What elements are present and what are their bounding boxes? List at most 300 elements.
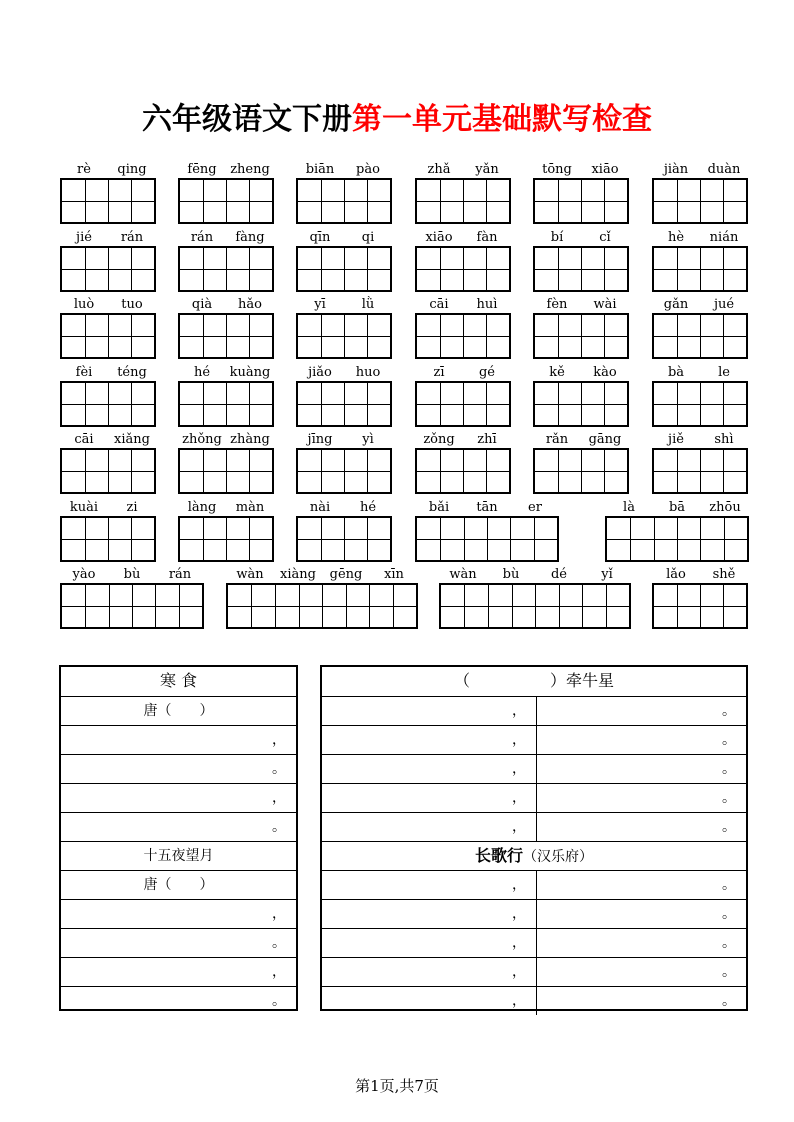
writing-cell[interactable] xyxy=(700,180,746,222)
pinyin-label xyxy=(296,432,392,448)
writing-cell[interactable] xyxy=(581,383,627,425)
pinyin-word-group xyxy=(652,365,748,427)
tianzige-boxes xyxy=(296,246,392,292)
punctuation: ， xyxy=(512,877,526,893)
pinyin-syllable: huì xyxy=(476,297,498,312)
punctuation: 。 xyxy=(722,703,736,719)
pinyin-syllable: wài xyxy=(593,297,617,312)
pinyin-syllable: bù xyxy=(502,567,520,582)
pinyin-label xyxy=(178,365,274,381)
answer-line[interactable] xyxy=(322,754,746,783)
pinyin-syllable: làng xyxy=(187,499,217,515)
answer-line[interactable] xyxy=(61,986,296,1015)
pinyin-syllable: zhī xyxy=(477,432,497,447)
answer-line[interactable] xyxy=(61,899,296,928)
writing-cell[interactable] xyxy=(463,450,509,492)
pinyin-syllable: jiǎo xyxy=(308,364,332,380)
pinyin-label xyxy=(652,432,748,448)
pinyin-label xyxy=(60,567,204,583)
pinyin-syllable: yī xyxy=(314,297,326,312)
pinyin-syllable: là xyxy=(623,499,635,515)
pinyin-syllable: cāi xyxy=(429,297,449,312)
punctuation: 。 xyxy=(722,877,736,893)
poem-title-changgexing xyxy=(322,841,746,870)
writing-cell[interactable] xyxy=(417,315,463,357)
writing-cell[interactable] xyxy=(463,248,509,290)
writing-cell[interactable] xyxy=(344,518,390,560)
answer-line[interactable] xyxy=(61,957,296,986)
pinyin-label xyxy=(178,230,274,246)
writing-cell[interactable] xyxy=(464,518,511,560)
pinyin-label xyxy=(178,432,274,448)
answer-line[interactable] xyxy=(322,725,746,754)
tianzige-boxes xyxy=(178,448,274,494)
pinyin-word-group xyxy=(439,567,631,629)
writing-cell[interactable] xyxy=(700,585,746,627)
writing-cell[interactable] xyxy=(298,248,344,290)
pinyin-word-group xyxy=(652,162,748,224)
writing-cell[interactable] xyxy=(607,518,654,560)
answer-line[interactable] xyxy=(322,696,746,725)
pinyin-syllable: wàn xyxy=(449,567,477,582)
tianzige-boxes xyxy=(60,516,156,562)
title-main: 六年级语文下册 xyxy=(142,102,352,137)
pinyin-label xyxy=(296,162,392,178)
writing-cell[interactable] xyxy=(228,585,275,627)
answer-line[interactable] xyxy=(322,870,746,899)
pinyin-syllable: biān xyxy=(305,162,335,177)
punctuation: ， xyxy=(512,703,526,719)
tianzige-boxes xyxy=(652,583,748,629)
pinyin-word-group xyxy=(60,162,156,224)
poem-table-right xyxy=(320,665,748,1011)
pinyin-label xyxy=(178,297,274,313)
pinyin-syllable: rè xyxy=(77,162,91,177)
writing-cell[interactable] xyxy=(463,315,509,357)
pinyin-syllable: pào xyxy=(356,162,380,177)
pinyin-syllable: fèi xyxy=(75,364,93,380)
pinyin-syllable: hé xyxy=(193,364,211,380)
pinyin-word-group xyxy=(178,230,274,292)
writing-cell[interactable] xyxy=(700,518,747,560)
tianzige-boxes xyxy=(652,313,748,359)
pinyin-label xyxy=(415,432,511,448)
writing-cell[interactable] xyxy=(535,585,582,627)
answer-line[interactable] xyxy=(322,986,746,1015)
poem-title-hanshi: 寒 食 xyxy=(159,671,198,690)
pinyin-syllable: zhàng xyxy=(230,432,270,447)
poem-author-hanshi: 唐（ ） xyxy=(61,696,296,725)
pinyin-syllable: duàn xyxy=(707,162,741,177)
tianzige-boxes xyxy=(226,583,418,629)
pinyin-label xyxy=(226,567,418,583)
writing-cell[interactable] xyxy=(581,248,627,290)
writing-cell[interactable] xyxy=(654,383,700,425)
pinyin-word-group xyxy=(415,432,511,494)
pinyin-syllable: kuàng xyxy=(229,364,271,380)
pinyin-syllable: er xyxy=(528,499,542,515)
pinyin-label xyxy=(533,432,629,448)
writing-cell[interactable] xyxy=(62,450,108,492)
tianzige-boxes xyxy=(178,246,274,292)
pinyin-syllable: jīng xyxy=(307,432,333,447)
page-number: 第1页,共7页 xyxy=(355,1077,439,1095)
punctuation: ， xyxy=(512,819,526,835)
writing-cell[interactable] xyxy=(654,585,700,627)
tianzige-boxes xyxy=(415,178,511,224)
writing-cell[interactable] xyxy=(344,315,390,357)
pinyin-syllable: rán xyxy=(190,229,214,245)
pinyin-syllable: qi xyxy=(361,229,375,245)
pinyin-word-group xyxy=(533,230,629,292)
pinyin-label xyxy=(533,162,629,178)
punctuation: 。 xyxy=(722,964,736,980)
pinyin-syllable: jué xyxy=(713,297,735,312)
pinyin-syllable: hǎo xyxy=(238,297,262,312)
pinyin-syllable: zī xyxy=(433,364,445,380)
pinyin-word-group xyxy=(533,162,629,224)
pinyin-word-group xyxy=(226,567,418,629)
pinyin-label xyxy=(533,230,629,246)
poem-subtitle: （汉乐府） xyxy=(523,849,593,865)
pinyin-syllable: bà xyxy=(667,364,685,380)
pinyin-syllable: zi xyxy=(126,499,138,515)
pinyin-label xyxy=(60,432,156,448)
answer-line[interactable] xyxy=(61,783,296,812)
pinyin-syllable: gǎn xyxy=(663,297,689,312)
pinyin-syllable: nài xyxy=(309,499,331,515)
answer-line[interactable] xyxy=(61,812,296,841)
pinyin-label xyxy=(415,230,511,246)
pinyin-syllable: hè xyxy=(667,229,685,245)
writing-cell[interactable] xyxy=(700,383,746,425)
writing-cell[interactable] xyxy=(581,315,627,357)
writing-cell[interactable] xyxy=(654,518,701,560)
pinyin-word-group xyxy=(178,162,274,224)
writing-cell[interactable] xyxy=(298,518,344,560)
tianzige-boxes xyxy=(415,448,511,494)
tianzige-boxes xyxy=(60,178,156,224)
tianzige-boxes xyxy=(178,313,274,359)
punctuation: ， xyxy=(272,906,286,922)
writing-cell[interactable] xyxy=(535,180,581,222)
writing-cell[interactable] xyxy=(180,180,226,222)
pinyin-syllable: yì xyxy=(362,432,374,447)
poem-title-qianniuxing: （ ）牵牛星 xyxy=(453,671,614,690)
answer-line[interactable] xyxy=(322,957,746,986)
writing-cell[interactable] xyxy=(344,450,390,492)
tianzige-boxes xyxy=(533,313,629,359)
writing-cell[interactable] xyxy=(226,180,272,222)
pinyin-syllable: dé xyxy=(550,567,567,582)
writing-cell[interactable] xyxy=(62,315,108,357)
pinyin-label xyxy=(652,162,748,178)
tianzige-boxes xyxy=(60,448,156,494)
punctuation: 。 xyxy=(722,993,736,1009)
pinyin-syllable: wàn xyxy=(236,567,264,582)
pinyin-syllable: xīn xyxy=(384,567,404,582)
pinyin-syllable: fàng xyxy=(235,229,265,245)
writing-cell[interactable] xyxy=(108,450,154,492)
pinyin-syllable: shě xyxy=(712,567,736,582)
pinyin-syllable: bù xyxy=(123,567,141,582)
answer-line[interactable] xyxy=(322,812,746,841)
writing-cell[interactable] xyxy=(488,585,535,627)
pinyin-syllable: rǎn xyxy=(545,432,569,447)
writing-cell[interactable] xyxy=(180,450,226,492)
tianzige-boxes xyxy=(60,313,156,359)
title-highlight: 第一单元基础默写检查 xyxy=(352,102,652,137)
pinyin-syllable: jié xyxy=(76,229,92,245)
pinyin-syllable: tān xyxy=(476,499,498,515)
writing-cell[interactable] xyxy=(322,585,369,627)
tianzige-boxes xyxy=(415,516,559,562)
pinyin-syllable: bǎi xyxy=(428,499,450,515)
writing-cell[interactable] xyxy=(108,383,154,425)
pinyin-word-group xyxy=(296,230,392,292)
writing-cell[interactable] xyxy=(298,180,344,222)
pinyin-syllable: gēng xyxy=(329,567,363,582)
tianzige-boxes xyxy=(439,583,631,629)
writing-cell[interactable] xyxy=(275,585,322,627)
punctuation: ， xyxy=(512,935,526,951)
pinyin-label xyxy=(296,365,392,381)
pinyin-syllable: nián xyxy=(709,229,739,245)
punctuation: 。 xyxy=(722,935,736,951)
writing-cell[interactable] xyxy=(535,248,581,290)
writing-cell[interactable] xyxy=(226,450,272,492)
tianzige-boxes xyxy=(652,178,748,224)
pinyin-syllable: bí xyxy=(550,229,564,245)
pinyin-label xyxy=(415,162,511,178)
pinyin-syllable: kào xyxy=(593,364,617,380)
tianzige-boxes xyxy=(60,246,156,292)
tianzige-boxes xyxy=(415,381,511,427)
writing-cell[interactable] xyxy=(108,180,154,222)
pinyin-syllable: yǎn xyxy=(475,162,499,177)
punctuation: 。 xyxy=(722,732,736,748)
pinyin-syllable: bā xyxy=(668,499,686,515)
pinyin-label xyxy=(60,297,156,313)
pinyin-syllable: xiàng xyxy=(280,567,316,582)
writing-cell[interactable] xyxy=(417,518,464,560)
writing-cell[interactable] xyxy=(62,248,108,290)
writing-cell[interactable] xyxy=(581,180,627,222)
pinyin-label xyxy=(60,500,156,516)
pinyin-word-group xyxy=(605,500,749,562)
punctuation: ， xyxy=(272,790,286,806)
pinyin-label xyxy=(296,230,392,246)
pinyin-word-group xyxy=(415,230,511,292)
writing-cell[interactable] xyxy=(344,180,390,222)
writing-cell[interactable] xyxy=(417,180,463,222)
writing-cell[interactable] xyxy=(108,315,154,357)
pinyin-syllable: zhǒng xyxy=(182,432,222,447)
writing-cell[interactable] xyxy=(155,585,202,627)
pinyin-word-group xyxy=(415,500,559,562)
pinyin-word-group xyxy=(60,567,204,629)
punctuation: 。 xyxy=(722,819,736,835)
tianzige-boxes xyxy=(296,516,392,562)
tianzige-boxes xyxy=(652,448,748,494)
pinyin-syllable: zheng xyxy=(230,162,270,177)
punctuation: ， xyxy=(512,964,526,980)
tianzige-boxes xyxy=(533,246,629,292)
writing-cell[interactable] xyxy=(700,315,746,357)
pinyin-word-group xyxy=(652,230,748,292)
writing-cell[interactable] xyxy=(344,383,390,425)
writing-cell[interactable] xyxy=(226,315,272,357)
pinyin-syllable: cāi xyxy=(74,432,94,447)
pinyin-syllable: fèn xyxy=(546,297,568,312)
tianzige-boxes xyxy=(60,583,204,629)
tianzige-boxes xyxy=(296,313,392,359)
pinyin-word-group xyxy=(296,297,392,359)
tianzige-boxes xyxy=(415,313,511,359)
pinyin-word-group xyxy=(60,297,156,359)
writing-cell[interactable] xyxy=(62,180,108,222)
writing-cell[interactable] xyxy=(226,248,272,290)
writing-cell[interactable] xyxy=(180,248,226,290)
writing-cell[interactable] xyxy=(109,585,156,627)
pinyin-word-group xyxy=(296,500,392,562)
pinyin-word-group xyxy=(533,365,629,427)
answer-line[interactable] xyxy=(61,725,296,754)
pinyin-word-group xyxy=(178,297,274,359)
writing-cell[interactable] xyxy=(108,248,154,290)
pinyin-syllable: huo xyxy=(355,364,381,380)
pinyin-syllable: qing xyxy=(117,162,147,177)
pinyin-word-group xyxy=(415,162,511,224)
writing-cell[interactable] xyxy=(298,450,344,492)
pinyin-word-group xyxy=(60,500,156,562)
writing-cell[interactable] xyxy=(298,383,344,425)
tianzige-boxes xyxy=(533,381,629,427)
punctuation: ， xyxy=(272,732,286,748)
pinyin-label xyxy=(178,162,274,178)
punctuation: 。 xyxy=(722,906,736,922)
pinyin-syllable: yào xyxy=(72,567,96,582)
pinyin-word-group xyxy=(296,432,392,494)
pinyin-syllable: xiāo xyxy=(591,162,619,177)
pinyin-label xyxy=(60,365,156,381)
writing-cell[interactable] xyxy=(581,450,627,492)
tianzige-boxes xyxy=(178,178,274,224)
writing-cell[interactable] xyxy=(369,585,416,627)
pinyin-label xyxy=(296,297,392,313)
tianzige-boxes xyxy=(533,178,629,224)
pinyin-syllable: luò xyxy=(73,297,95,312)
poem-author-shiwuye: 唐（ ） xyxy=(61,870,296,899)
writing-cell[interactable] xyxy=(654,180,700,222)
writing-cell[interactable] xyxy=(180,383,226,425)
answer-line[interactable] xyxy=(322,899,746,928)
answer-line[interactable] xyxy=(322,928,746,957)
pinyin-word-group xyxy=(652,567,748,629)
pinyin-label xyxy=(60,162,156,178)
writing-cell[interactable] xyxy=(700,450,746,492)
punctuation: 。 xyxy=(272,935,286,951)
writing-cell[interactable] xyxy=(441,585,488,627)
writing-cell[interactable] xyxy=(108,518,154,560)
writing-cell[interactable] xyxy=(62,518,108,560)
pinyin-syllable: tōng xyxy=(542,162,572,177)
writing-cell[interactable] xyxy=(535,450,581,492)
writing-cell[interactable] xyxy=(180,518,226,560)
writing-cell[interactable] xyxy=(510,518,557,560)
pinyin-word-group xyxy=(60,365,156,427)
pinyin-syllable: zhōu xyxy=(709,499,741,515)
punctuation: 。 xyxy=(272,761,286,777)
tianzige-boxes xyxy=(415,246,511,292)
pinyin-syllable: qīn xyxy=(309,229,331,245)
pinyin-syllable: cǐ xyxy=(599,229,611,245)
writing-cell[interactable] xyxy=(654,450,700,492)
writing-cell[interactable] xyxy=(62,585,109,627)
tianzige-boxes xyxy=(178,516,274,562)
writing-cell[interactable] xyxy=(463,383,509,425)
pinyin-syllable: lǜ xyxy=(361,297,375,312)
pinyin-label xyxy=(652,567,748,583)
writing-cell[interactable] xyxy=(417,248,463,290)
writing-cell[interactable] xyxy=(582,585,629,627)
pinyin-syllable: téng xyxy=(117,364,147,380)
writing-cell[interactable] xyxy=(298,315,344,357)
pinyin-syllable: hé xyxy=(359,499,377,515)
writing-cell[interactable] xyxy=(700,248,746,290)
writing-cell[interactable] xyxy=(535,315,581,357)
pinyin-syllable: rán xyxy=(120,229,144,245)
writing-cell[interactable] xyxy=(180,315,226,357)
pinyin-word-group xyxy=(533,432,629,494)
pinyin-word-group xyxy=(415,297,511,359)
pinyin-word-group xyxy=(178,500,274,562)
pinyin-label xyxy=(652,230,748,246)
tianzige-boxes xyxy=(178,381,274,427)
pinyin-label xyxy=(652,297,748,313)
writing-cell[interactable] xyxy=(535,383,581,425)
pinyin-label xyxy=(415,500,559,516)
answer-line[interactable] xyxy=(322,783,746,812)
pinyin-word-group xyxy=(178,432,274,494)
pinyin-word-group xyxy=(60,230,156,292)
punctuation: 。 xyxy=(722,790,736,806)
answer-line[interactable] xyxy=(61,754,296,783)
pinyin-syllable: qià xyxy=(191,297,213,312)
pinyin-syllable: rán xyxy=(168,567,192,582)
writing-cell[interactable] xyxy=(417,450,463,492)
writing-cell[interactable] xyxy=(226,383,272,425)
pinyin-label xyxy=(296,500,392,516)
pinyin-word-group xyxy=(533,297,629,359)
writing-cell[interactable] xyxy=(344,248,390,290)
pinyin-label xyxy=(652,365,748,381)
pinyin-syllable: tuo xyxy=(121,297,143,312)
pinyin-syllable: shì xyxy=(714,432,734,447)
pinyin-word-group xyxy=(415,365,511,427)
writing-cell[interactable] xyxy=(62,383,108,425)
writing-cell[interactable] xyxy=(463,180,509,222)
tianzige-boxes xyxy=(296,381,392,427)
answer-line[interactable] xyxy=(61,928,296,957)
writing-cell[interactable] xyxy=(654,315,700,357)
writing-cell[interactable] xyxy=(226,518,272,560)
punctuation: 。 xyxy=(272,819,286,835)
writing-cell[interactable] xyxy=(654,248,700,290)
writing-cell[interactable] xyxy=(417,383,463,425)
pinyin-word-group xyxy=(652,297,748,359)
tianzige-boxes xyxy=(533,448,629,494)
